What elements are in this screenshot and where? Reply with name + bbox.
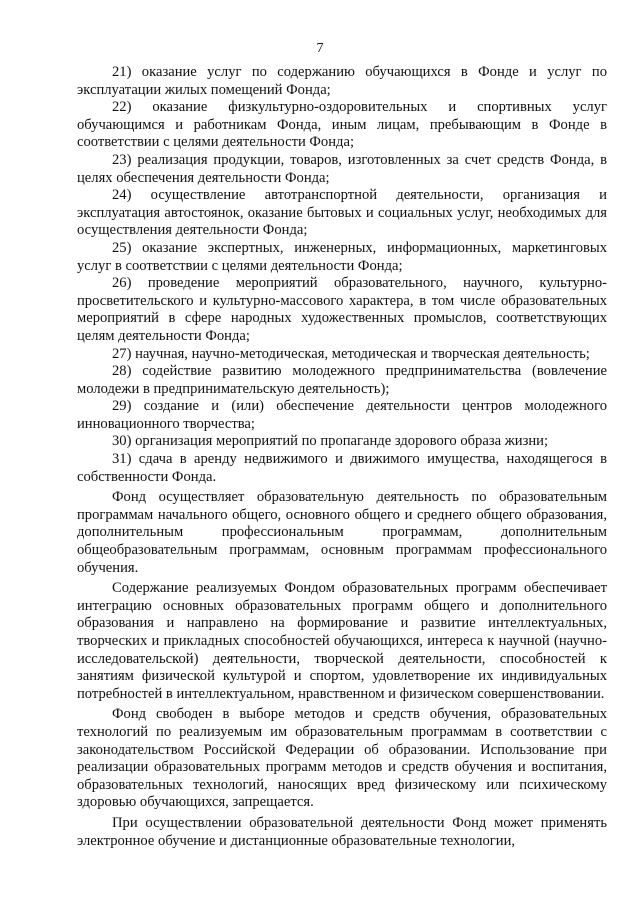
list-item: 23) реализация продукции, товаров, изготовленных за счет средств Фонда, в целях обеспечения деятельности Фонда; — [77, 151, 607, 186]
list-item: 30) организация мероприятий по пропаганде здорового образа жизни; — [112, 433, 549, 450]
body-paragraph: Содержание реализуемых Фондом образовательных программ обеспечивает интеграцию основных образовательных программ общего и дополнительного образования и направлено на формирование и развитие интеллектуальных, творческих и прикладных способностей обучающихся, интереса к научной (научно-исследовательской) деятельности, творческой деятельности, способностей к занятиям физической культурой и спортом, удовлетворение их индивидуальных потребностей в интеллектуальном, нравственном и физическом совершенствовании. — [77, 580, 607, 702]
list-item: 28) содействие развитию молодежного предпринимательства (вовлечение молодежи в предпринимательскую деятельность); — [77, 363, 607, 397]
list-item: 27) научная, научно-методическая, методическая и творческая деятельность; — [112, 345, 590, 362]
body-paragraph: Фонд свободен в выборе методов и средств обучения, образовательных технологий по реализуемым им образовательным программам в соответствии с законодательством Российской Федерации об образовании. Использование при реализации образовательных программ методов и средств обучения и воспитания, образовательных технологий, наносящих вред физическому или психическому здоровью обучающихся, запрещается. — [77, 706, 607, 811]
list-item: 29) создание и (или) обеспечение деятельности центров молодежного инновационного творчества; — [77, 398, 607, 432]
body-paragraph: Фонд осуществляет образовательную деятельность по образовательным программам начального общего, основного общего и среднего общего образования, дополнительным профессиональным программам, дополнительным общеобразовательным программам, основным программам профессионального обучения. — [77, 489, 607, 576]
body-paragraph: При осуществлении образовательной деятельности Фонд может применять электронное обучение и дистанционные образовательные технологии, — [77, 814, 607, 849]
document-body — [77, 64, 607, 850]
list-item: 25) оказание экспертных, инженерных, информационных, маркетинговых услуг в соответствии с целями деятельности Фонда; — [77, 239, 607, 274]
list-item: 24) осуществление автотранспортной деятельности, организация и эксплуатация автостоянок, оказание бытовых и социальных услуг, необходимых для осуществления деятельности Фонда; — [77, 187, 607, 239]
list-item: 31) сдача в аренду недвижимого и движимого имущества, находящегося в собственности Фонда. — [77, 451, 607, 485]
list-item: 21) оказание услуг по содержанию обучающихся в Фонде и услуг по эксплуатации жилых помещений Фонда; — [77, 64, 607, 98]
list-item: 26) проведение мероприятий образовательного, научного, культурно-просветительского и культурно-массового характера, в том числе образовательных мероприятий в сфере народных художественных промыслов, соответствующих целям деятельности Фонда; — [77, 275, 607, 344]
page-number: 7 — [316, 41, 324, 56]
list-item: 22) оказание физкультурно-оздоровительных и спортивных услуг обучающимся и работникам Фонда, иным лицам, пребывающим в Фонде в соответствии с целями деятельности Фонда; — [77, 99, 607, 151]
